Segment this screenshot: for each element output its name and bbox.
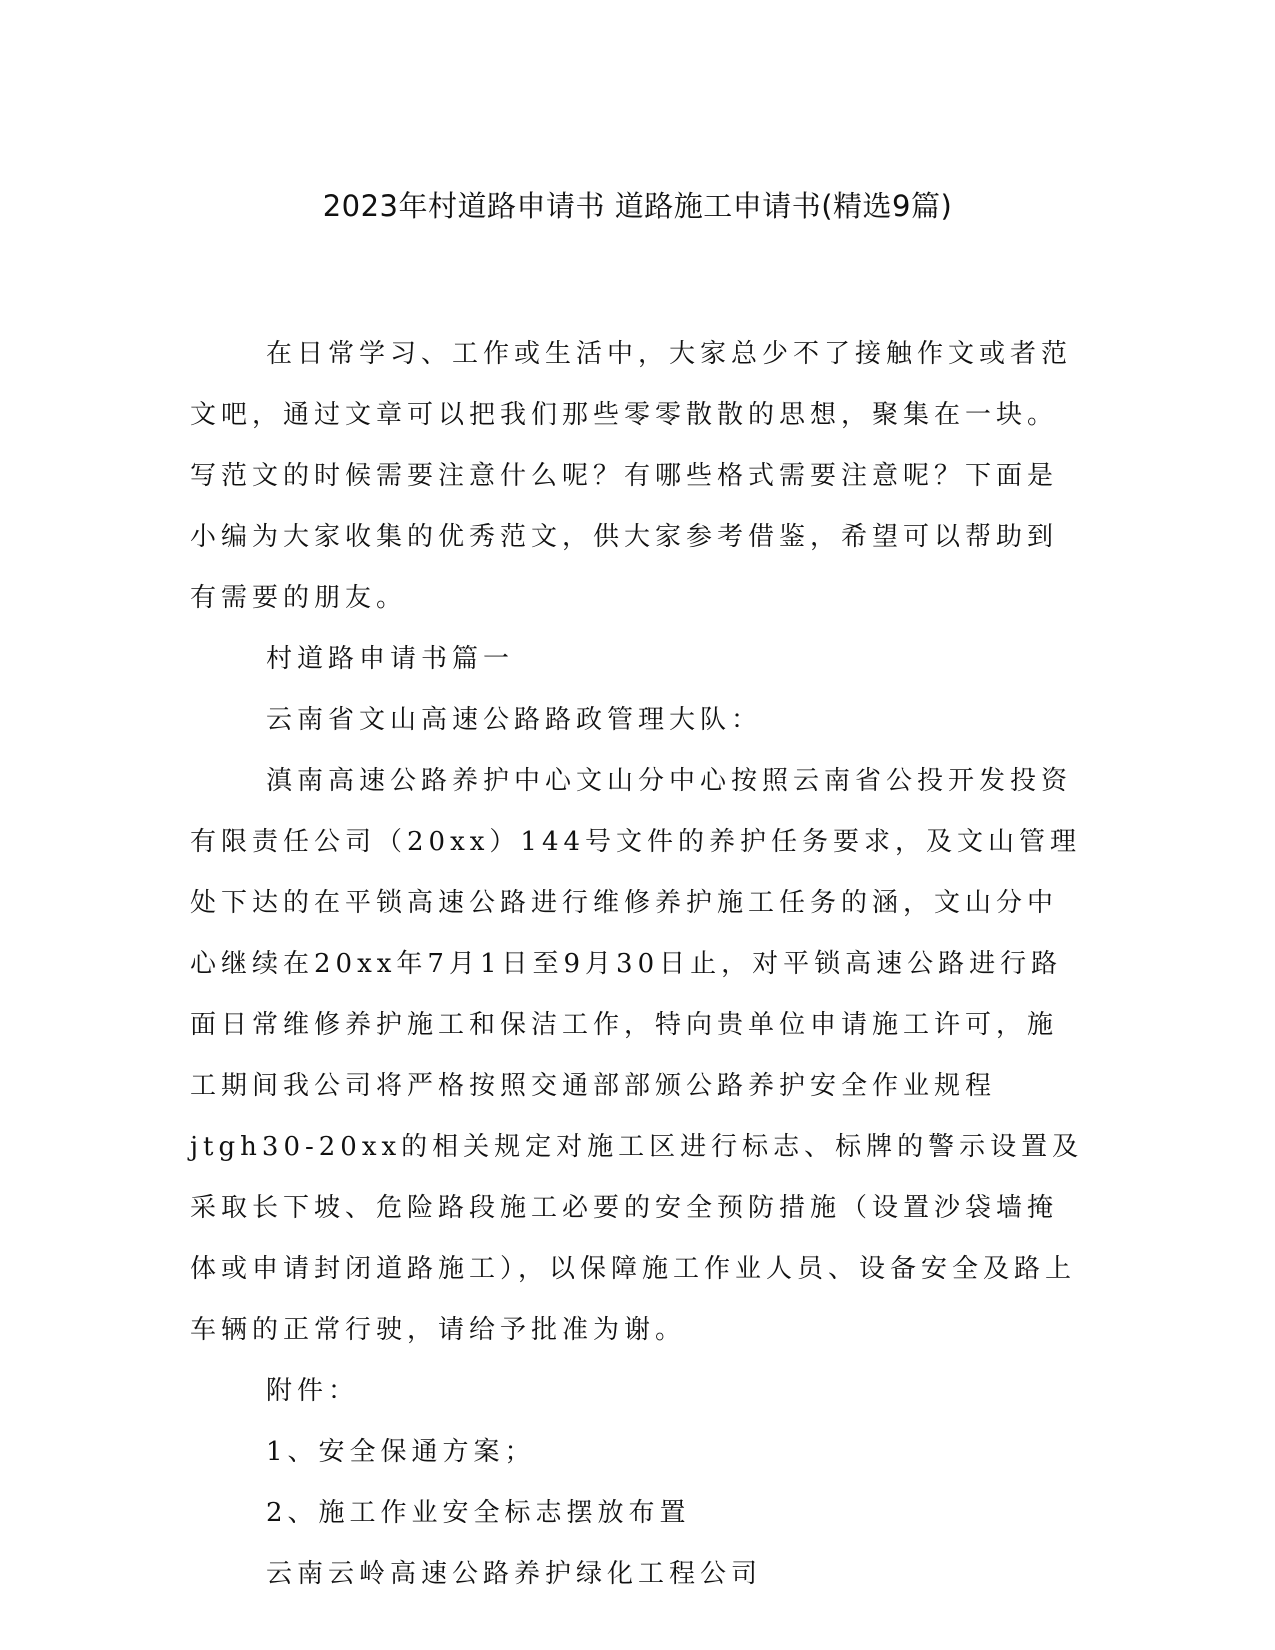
- document-body: [190, 324, 1085, 1605]
- document-title: 2023年村道路申请书 道路施工申请书(精选9篇): [322, 189, 953, 223]
- signature-company: 云南云岭高速公路养护绿化工程公司: [266, 1559, 763, 1589]
- section-heading: 村道路申请书篇一: [266, 644, 515, 674]
- addressee-line: 云南省文山高速公路路政管理大队：: [266, 705, 763, 735]
- attachment-item-1: 1、安全保通方案；: [266, 1437, 536, 1467]
- attachments-label: 附件：: [266, 1376, 360, 1406]
- attachment-item-2: 2、施工作业安全标志摆放布置: [266, 1498, 691, 1528]
- intro-paragraph: 在日常学习、工作或生活中，大家总少不了接触作文或者范文吧，通过文章可以把我们那些零零散散的思想，聚集在一块。写范文的时候需要注意什么呢？有哪些格式需要注意呢？下面是小编为大家收集的优秀范文，供大家参考借鉴，希望可以帮助到有需要的朋友。: [190, 339, 1073, 613]
- application-paragraph: 滇南高速公路养护中心文山分中心按照云南省公投开发投资有限责任公司（20xx）144号文件的养护任务要求，及文山管理处下达的在平锁高速公路进行维修养护施工任务的涵，文山分中心继续在20xx年7月1日至9月30日止，对平锁高速公路进行路面日常维修养护施工和保洁工作，特向贵单位申请施工许可，施工期间我公司将严格按照交通部部颁公路养护安全作业规程jtgh30-20xx的相关规定对施工区进行标志、标牌的警示设置及采取长下坡、危险路段施工必要的安全预防措施（设置沙袋墙掩体或申请封闭道路施工），以保障施工作业人员、设备安全及路上车辆的正常行驶，请给予批准为谢。: [190, 766, 1084, 1345]
